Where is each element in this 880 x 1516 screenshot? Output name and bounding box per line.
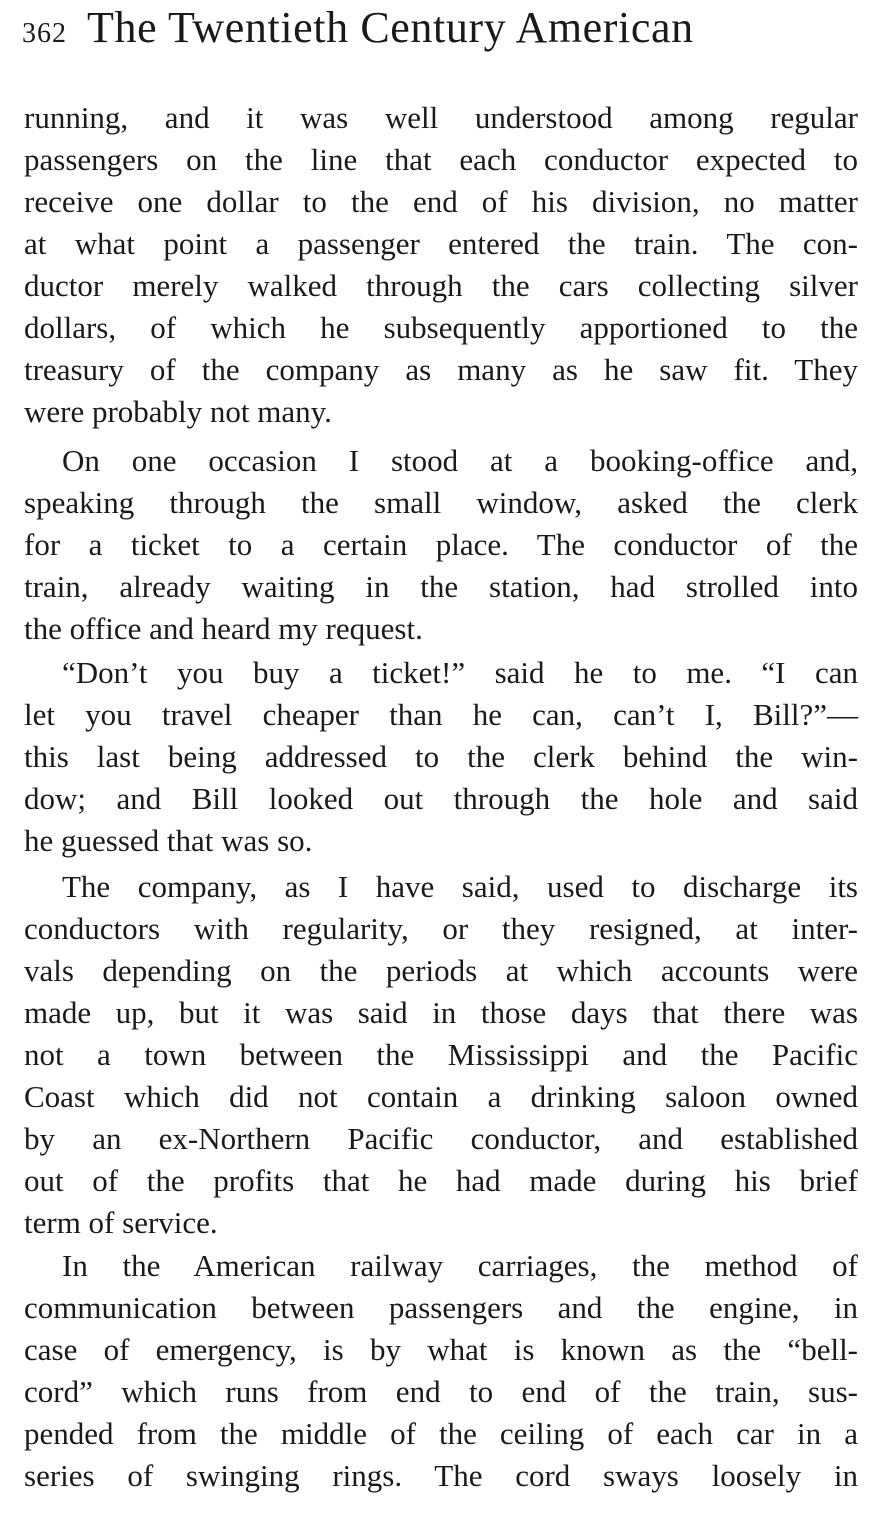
text-line: running, and it was well understood among regular bbox=[24, 100, 858, 135]
text-line: On one occasion I stood at a booking-office and, bbox=[62, 443, 858, 478]
text-line: train, already waiting in the station, had strolled into bbox=[24, 569, 858, 604]
text-line: case of emergency, is by what is known as the “bell- bbox=[24, 1332, 858, 1367]
text-line: The company, as I have said, used to discharge its bbox=[62, 869, 858, 904]
text-line: at what point a passenger entered the train. The con- bbox=[24, 226, 858, 261]
text-line: pended from the middle of the ceiling of each car in a bbox=[24, 1416, 858, 1451]
text-line: passengers on the line that each conductor expected to bbox=[24, 142, 858, 177]
text-line: conductors with regularity, or they resigned, at inter- bbox=[24, 911, 858, 946]
text-line: Coast which did not contain a drinking saloon owned bbox=[24, 1079, 858, 1114]
text-line: by an ex-Northern Pacific conductor, and established bbox=[24, 1121, 858, 1156]
text-line: speaking through the small window, asked the clerk bbox=[24, 485, 858, 520]
page-number: 362 bbox=[22, 18, 67, 49]
text-line: vals depending on the periods at which accounts were bbox=[24, 953, 858, 988]
text-line: he guessed that was so. bbox=[24, 823, 313, 858]
text-line: the office and heard my request. bbox=[24, 611, 423, 646]
text-line: this last being addressed to the clerk behind the win- bbox=[24, 739, 858, 774]
text-line: made up, but it was said in those days that there was bbox=[24, 995, 858, 1030]
text-line: communication between passengers and the engine, in bbox=[24, 1290, 858, 1325]
text-line: receive one dollar to the end of his division, no matter bbox=[24, 184, 858, 219]
page-header bbox=[22, 2, 862, 62]
text-line: dollars, of which he subsequently apportioned to the bbox=[24, 310, 858, 345]
text-line: In the American railway carriages, the method of bbox=[62, 1248, 858, 1283]
text-line: cord” which runs from end to end of the train, sus- bbox=[24, 1374, 858, 1409]
text-line: not a town between the Mississippi and the Pacific bbox=[24, 1037, 858, 1072]
text-line: “Don’t you buy a ticket!” said he to me. “I can bbox=[62, 655, 858, 690]
text-line: series of swinging rings. The cord sways loosely in bbox=[24, 1458, 858, 1493]
text-line: ductor merely walked through the cars collecting silver bbox=[24, 268, 858, 303]
text-line: let you travel cheaper than he can, can’t I, Bill?”— bbox=[24, 697, 858, 732]
text-line: treasury of the company as many as he saw fit. They bbox=[24, 352, 858, 387]
text-line: out of the profits that he had made during his brief bbox=[24, 1163, 858, 1198]
text-line: dow; and Bill looked out through the hole and said bbox=[24, 781, 858, 816]
running-head: The Twentieth Century American bbox=[87, 3, 694, 52]
text-line: term of service. bbox=[24, 1205, 218, 1240]
text-line: were probably not many. bbox=[24, 394, 332, 429]
text-line: for a ticket to a certain place. The conductor of the bbox=[24, 527, 858, 562]
